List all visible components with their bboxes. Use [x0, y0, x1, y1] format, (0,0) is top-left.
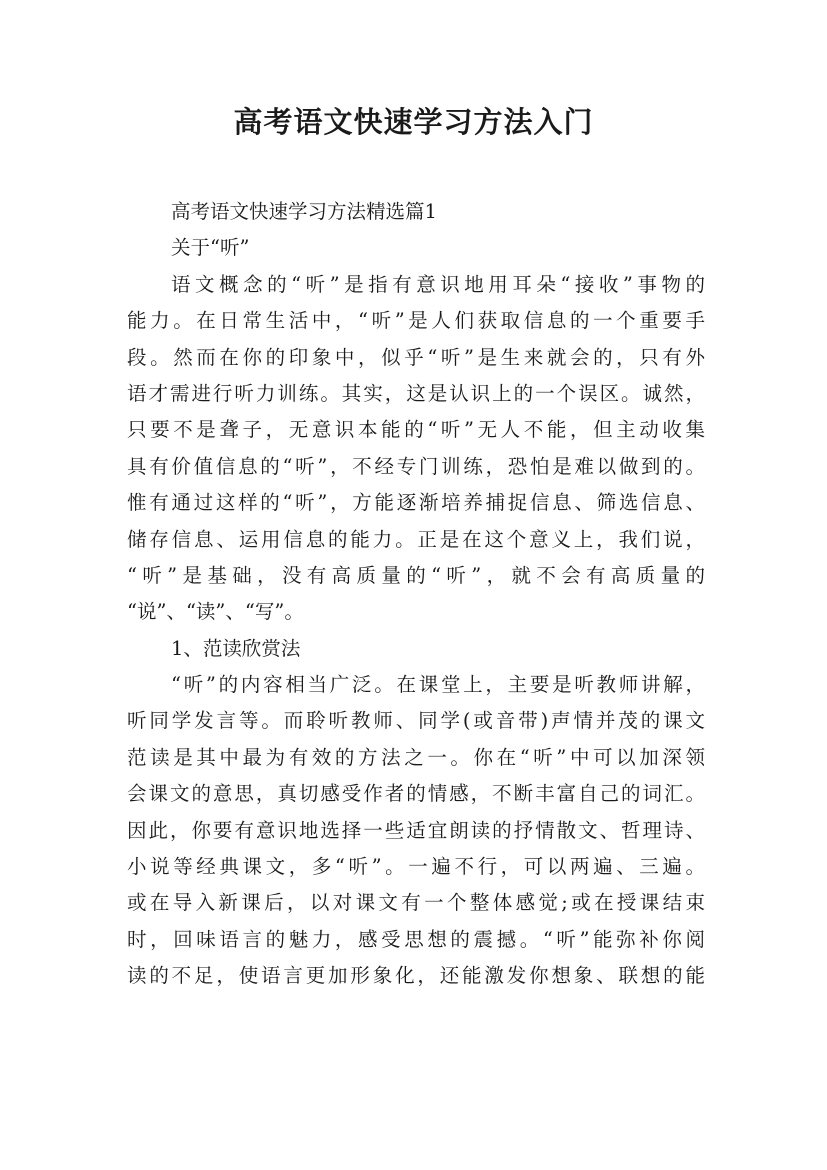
text-line: 小说等经典课文，多“听”。一遍不行，可以两遍、三遍。: [127, 855, 705, 879]
text-line: 或在导入新课后，以对课文有一个整体感觉;或在授课结束: [127, 891, 705, 915]
text-line: 储存信息、运用信息的能力。正是在这个意义上，我们说，: [127, 527, 705, 551]
text-line: “听”的内容相当广泛。在课堂上，主要是听教师讲解，: [171, 673, 705, 697]
text-line: 时，回味语言的魅力，感受思想的震撼。“听”能弥补你阅: [127, 927, 705, 951]
text-line: 语才需进行听力训练。其实，这是认识上的一个误区。诚然，: [127, 381, 705, 405]
document-body: [127, 194, 705, 995]
text-line: 范读是其中最为有效的方法之一。你在“听”中可以加深领: [127, 745, 705, 769]
text-line: 能力。在日常生活中，“听”是人们获取信息的一个重要手: [127, 309, 705, 333]
document-title: 高考语文快速学习方法入门: [233, 105, 594, 139]
text-line: 只要不是聋子，无意识本能的“听”无人不能，但主动收集: [127, 418, 705, 442]
text-line: “说”、“读”、“写”。: [127, 600, 304, 624]
text-line: 听同学发言等。而聆听教师、同学(或音带)声情并茂的课文: [127, 709, 705, 733]
text-line: 段。然而在你的印象中，似乎“听”是生来就会的，只有外: [127, 345, 705, 369]
text-line: 具有价值信息的“听”，不经专门训练，恐怕是难以做到的。: [127, 454, 705, 478]
text-line: 读的不足，使语言更加形象化，还能激发你想象、联想的能: [127, 964, 705, 988]
text-line: 关于“听”: [171, 236, 250, 260]
text-line: 高考语文快速学习方法精选篇1: [171, 200, 437, 223]
text-line: “听”是基础，没有高质量的“听”，就不会有高质量的: [127, 563, 705, 587]
text-line: 惟有通过这样的“听”，方能逐渐培养捕捉信息、筛选信息、: [127, 491, 705, 515]
text-line: 因此，你要有意识地选择一些适宜朗读的抒情散文、哲理诗、: [127, 818, 705, 842]
text-line: 语文概念的“听”是指有意识地用耳朵“接收”事物的: [171, 272, 705, 296]
text-line: 1、范读欣赏法: [171, 636, 301, 660]
text-line: 会课文的意思，真切感受作者的情感，不断丰富自己的词汇。: [127, 782, 705, 806]
